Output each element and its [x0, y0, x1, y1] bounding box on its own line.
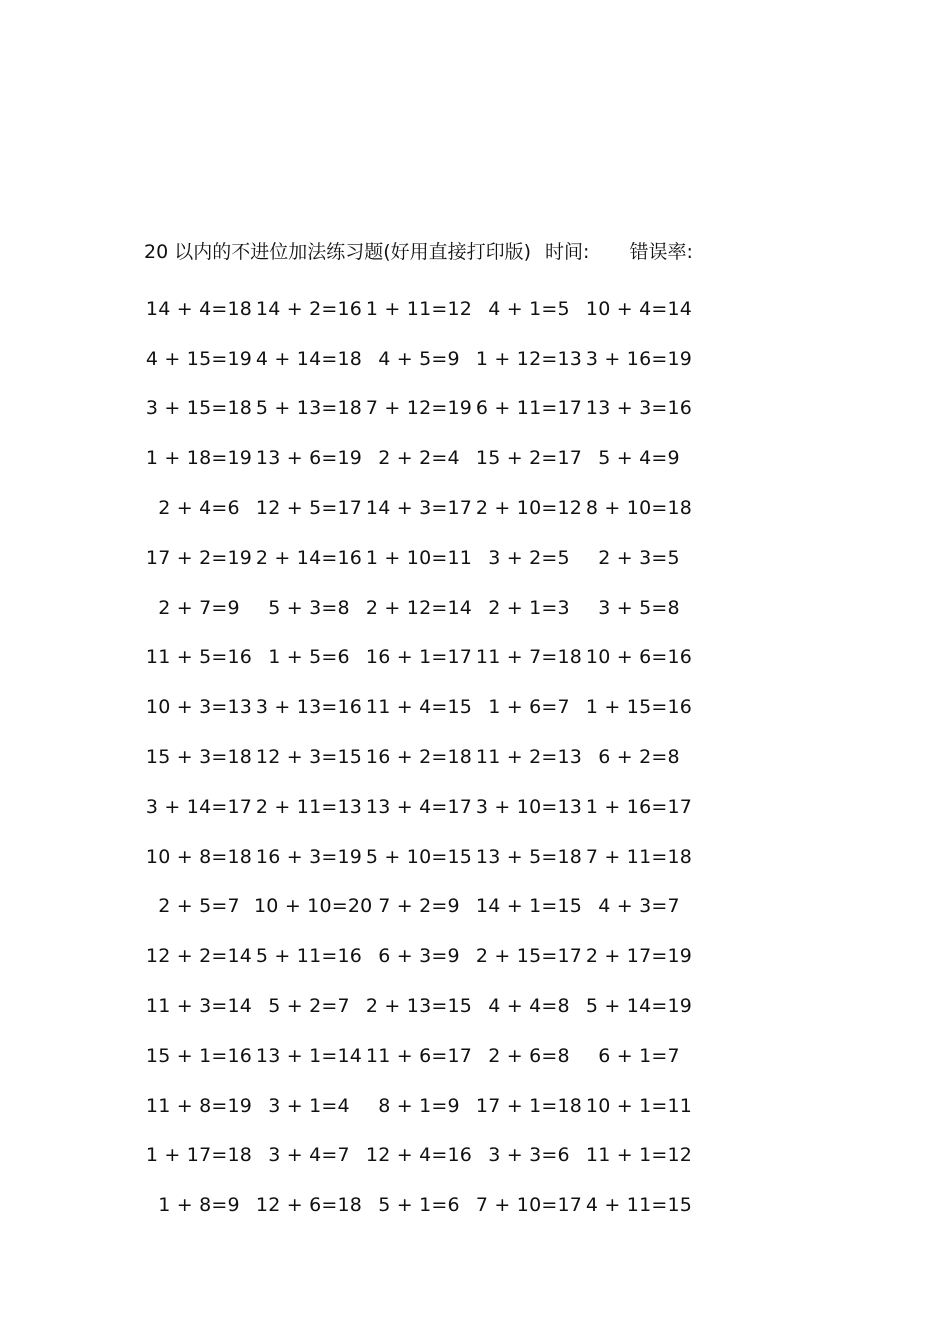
exercise-row: [144, 633, 784, 683]
exercise-item: 5 + 11=16: [255, 945, 363, 968]
exercise-item: 10 + 6=16: [585, 646, 693, 669]
exercise-row: [144, 384, 784, 434]
exercise-item: 5 + 4=9: [598, 447, 680, 470]
exercise-item: 5 + 13=18: [255, 397, 363, 420]
exercise-item: 11 + 2=13: [475, 746, 583, 769]
exercise-item: 3 + 13=16: [255, 696, 363, 719]
exercise-item: 2 + 1=3: [488, 596, 570, 619]
exercise-item: 12 + 3=15: [255, 746, 363, 769]
exercise-row: [144, 583, 784, 633]
exercise-item: 4 + 15=19: [145, 347, 253, 370]
exercise-row: [144, 533, 784, 583]
exercise-item: 5 + 2=7: [268, 995, 350, 1018]
exercise-row: [144, 782, 784, 832]
exercise-item: 2 + 12=14: [365, 596, 473, 619]
time-label: 时间:: [545, 240, 590, 263]
exercise-row: [144, 1031, 784, 1081]
exercise-item: 1 + 6=7: [488, 696, 570, 719]
exercise-item: 3 + 5=8: [598, 596, 680, 619]
exercise-item: 3 + 4=7: [268, 1144, 350, 1167]
exercise-row: [144, 284, 784, 334]
exercise-item: 7 + 2=9: [378, 895, 460, 918]
exercise-item: 13 + 5=18: [475, 845, 583, 868]
exercise-item: 14 + 4=18: [145, 297, 253, 320]
exercise-item: 15 + 3=18: [145, 746, 253, 769]
exercise-item: 2 + 3=5: [598, 546, 680, 569]
exercise-item: 2 + 10=12: [475, 497, 583, 520]
exercise-item: 8 + 10=18: [585, 497, 693, 520]
exercise-item: 17 + 1=18: [475, 1094, 583, 1117]
exercise-item: 2 + 14=16: [255, 546, 363, 569]
exercise-item: 2 + 2=4: [378, 447, 460, 470]
exercise-item: 5 + 14=19: [585, 995, 693, 1018]
exercise-item: 16 + 1=17: [365, 646, 473, 669]
exercise-row: [144, 1131, 784, 1181]
exercise-item: 1 + 15=16: [585, 696, 693, 719]
exercise-item: 1 + 12=13: [475, 347, 583, 370]
exercise-item: 10 + 8=18: [145, 845, 253, 868]
exercise-item: 5 + 3=8: [268, 596, 350, 619]
exercise-item: 3 + 14=17: [145, 795, 253, 818]
exercise-item: 1 + 11=12: [365, 297, 473, 320]
exercise-item: 6 + 2=8: [598, 746, 680, 769]
exercise-item: 6 + 3=9: [378, 945, 460, 968]
exercise-item: 3 + 3=6: [488, 1144, 570, 1167]
exercise-item: 6 + 11=17: [475, 397, 583, 420]
exercise-item: 13 + 3=16: [585, 397, 693, 420]
exercise-item: 4 + 5=9: [378, 347, 460, 370]
exercise-item: 1 + 5=6: [268, 646, 350, 669]
exercise-row: [144, 334, 784, 384]
exercise-item: 1 + 17=18: [145, 1144, 253, 1167]
exercise-row: [144, 732, 784, 782]
exercise-item: 3 + 15=18: [145, 397, 253, 420]
exercise-item: 4 + 1=5: [488, 297, 570, 320]
exercise-item: 16 + 2=18: [365, 746, 473, 769]
exercise-item: 15 + 1=16: [145, 1044, 253, 1067]
exercise-item: 1 + 10=11: [365, 546, 473, 569]
exercise-item: 3 + 2=5: [488, 546, 570, 569]
exercise-item: 2 + 17=19: [585, 945, 693, 968]
exercise-item: 11 + 4=15: [365, 696, 473, 719]
exercise-row: [144, 1081, 784, 1131]
exercise-item: 2 + 11=13: [255, 795, 363, 818]
exercise-item: 5 + 10=15: [365, 845, 473, 868]
exercise-item: 4 + 11=15: [585, 1194, 693, 1217]
exercise-item: 3 + 1=4: [268, 1094, 350, 1117]
exercise-item: 12 + 4=16: [365, 1144, 473, 1167]
exercise-row: [144, 433, 784, 483]
exercise-item: 4 + 4=8: [488, 995, 570, 1018]
exercise-row: [144, 1180, 784, 1230]
exercise-item: 5 + 1=6: [378, 1194, 460, 1217]
exercise-item: 11 + 7=18: [475, 646, 583, 669]
exercise-item: 14 + 2=16: [255, 297, 363, 320]
worksheet-title: 20 以内的不进位加法练习题(好用直接打印版): [144, 240, 532, 263]
exercise-item: 11 + 3=14: [145, 995, 253, 1018]
exercise-item: 10 + 10=20: [254, 895, 373, 918]
exercise-item: 1 + 16=17: [585, 795, 693, 818]
exercise-item: 14 + 1=15: [475, 895, 583, 918]
exercise-item: 8 + 1=9: [378, 1094, 460, 1117]
exercise-item: 7 + 10=17: [475, 1194, 583, 1217]
exercise-item: 4 + 3=7: [598, 895, 680, 918]
exercise-item: 14 + 3=17: [365, 497, 473, 520]
exercise-row: [144, 483, 784, 533]
exercise-item: 10 + 1=11: [585, 1094, 693, 1117]
exercise-item: 17 + 2=19: [145, 546, 253, 569]
exercise-item: 3 + 10=13: [475, 795, 583, 818]
exercise-item: 16 + 3=19: [255, 845, 363, 868]
exercise-row: [144, 682, 784, 732]
worksheet-header: [144, 236, 693, 264]
exercise-item: 3 + 16=19: [585, 347, 693, 370]
exercise-row: [144, 981, 784, 1031]
exercise-item: 10 + 3=13: [145, 696, 253, 719]
exercise-grid: [144, 284, 784, 1230]
exercise-row: [144, 931, 784, 981]
exercise-item: 6 + 1=7: [598, 1044, 680, 1067]
exercise-item: 4 + 14=18: [255, 347, 363, 370]
exercise-row: [144, 832, 784, 882]
exercise-item: 10 + 4=14: [585, 297, 693, 320]
exercise-item: 12 + 5=17: [255, 497, 363, 520]
exercise-item: 2 + 13=15: [365, 995, 473, 1018]
exercise-item: 11 + 6=17: [365, 1044, 473, 1067]
exercise-item: 11 + 5=16: [145, 646, 253, 669]
exercise-item: 2 + 4=6: [158, 497, 240, 520]
exercise-item: 13 + 4=17: [365, 795, 473, 818]
exercise-item: 2 + 6=8: [488, 1044, 570, 1067]
exercise-item: 12 + 6=18: [255, 1194, 363, 1217]
error-rate-label: 错误率:: [629, 240, 693, 263]
exercise-item: 1 + 8=9: [158, 1194, 240, 1217]
exercise-item: 7 + 11=18: [585, 845, 693, 868]
exercise-item: 7 + 12=19: [365, 397, 473, 420]
exercise-row: [144, 882, 784, 932]
exercise-item: 13 + 1=14: [255, 1044, 363, 1067]
exercise-item: 2 + 5=7: [158, 895, 240, 918]
exercise-item: 2 + 7=9: [158, 596, 240, 619]
exercise-item: 1 + 18=19: [145, 447, 253, 470]
exercise-item: 2 + 15=17: [475, 945, 583, 968]
exercise-item: 12 + 2=14: [145, 945, 253, 968]
exercise-item: 13 + 6=19: [255, 447, 363, 470]
exercise-item: 15 + 2=17: [475, 447, 583, 470]
exercise-item: 11 + 8=19: [145, 1094, 253, 1117]
exercise-item: 11 + 1=12: [585, 1144, 693, 1167]
